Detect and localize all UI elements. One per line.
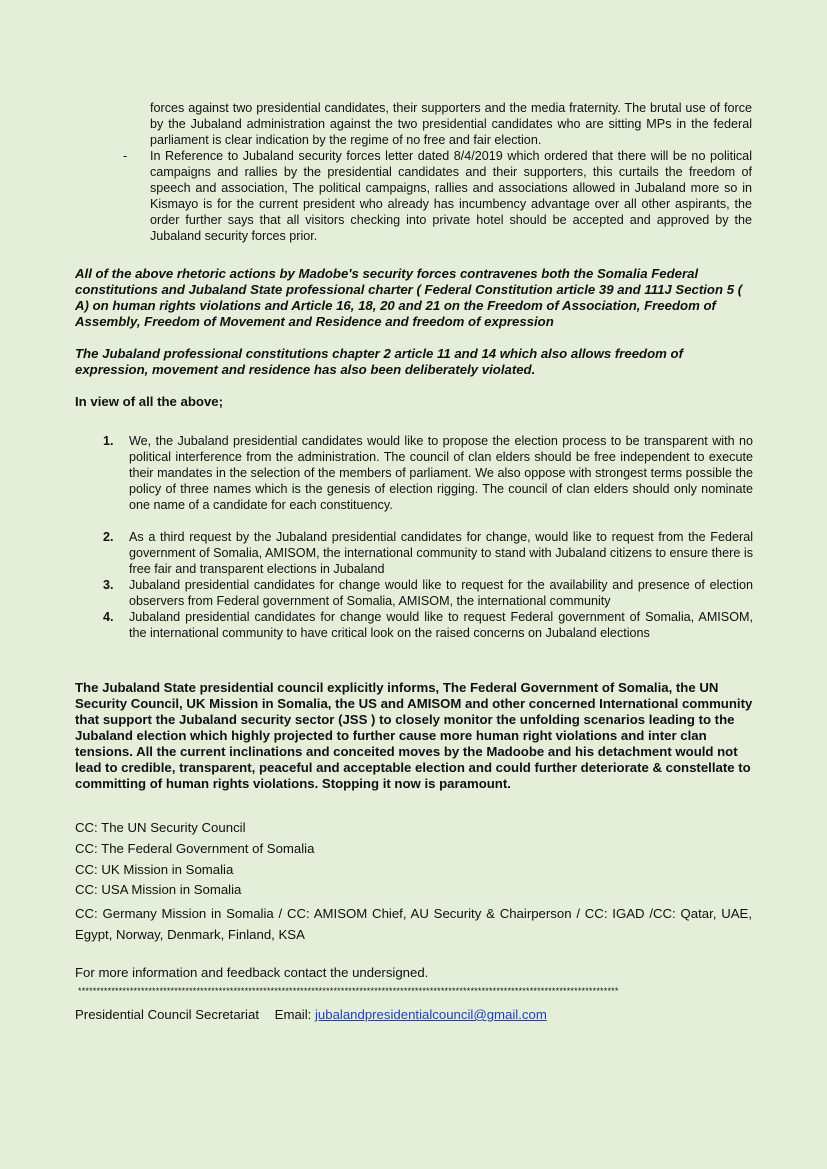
in-view-heading: In view of all the above; xyxy=(75,394,224,409)
more-info-text: For more information and feedback contact the undersigned. xyxy=(75,965,429,980)
council-statement: The Jubaland State presidential council explicitly informs, The Federal Government of Somalia, the UN Security Council, UK Mission in Somalia, the US and AMISOM and other concerned International community that support the Jubaland security sector (JSS ) to closely monitor the unfolding scenarios leading to the Jubaland election which highly projected to further cause more human right violations and inter clan tensions. All the current inclinations and conceited moves by the Madoobe and his detachment would not lead to credible, transparent, peaceful and acceptable election and could further deteriorate & constellate to committing of human rights violations. Stopping it now is paramount. xyxy=(75,680,753,791)
cc-line: CC: USA Mission in Somalia xyxy=(75,882,242,897)
request-number: 1. xyxy=(103,434,114,448)
request-number: 4. xyxy=(103,610,114,624)
email-link[interactable]: jubalandpresidentialcouncil@gmail.com xyxy=(314,1007,547,1022)
bullet-security-letter: In Reference to Jubaland security forces letter dated 8/4/2019 which ordered that there will be no political campaigns and rallies by the presidential candidates and their supporters, this curtails the freedom of speech and association, The political campaigns, rallies and associations allowed in Jubaland more so in Kismayo is for the current president who already has incumbency advantage over all other aspirants, the order further says that all visitors checking into private hotel should be accepted and approved by the Jubaland security forces prior. xyxy=(150,149,752,243)
rhetoric-paragraph: All of the above rhetoric actions by Madobe's security forces contravenes both the Somalia Federal constitutions and Jubaland State professional charter ( Federal Constitution article 39 and 111J Section 5 ( A) on human rights violations and Article 16, 18, 20 and 21 on the Freedom of Association, Freedom of Assembly, Freedom of Movement and Residence and freedom of expression xyxy=(75,266,743,329)
request-number: 2. xyxy=(103,530,114,544)
request-item-3 xyxy=(103,577,753,609)
request-text: As a third request by the Jubaland presidential candidates for change, would like to request from the Federal government of Somalia, AMISOM, the international community to stand with Jubaland citizens to ensure there is free fair and transparent elections in Jubaland xyxy=(129,530,753,576)
cc-line: CC: The UN Security Council xyxy=(75,820,246,835)
request-number: 3. xyxy=(103,578,114,592)
footer xyxy=(75,1007,547,1023)
bullet-dash: - xyxy=(123,149,128,163)
request-item-4 xyxy=(103,609,753,641)
jubaland-constitution-paragraph: The Jubaland professional constitutions chapter 2 article 11 and 14 which also allows freedom of expression, movement and residence has also been deliberately violated. xyxy=(75,346,683,377)
cc-line: CC: The Federal Government of Somalia xyxy=(75,841,315,856)
request-text: Jubaland presidential candidates for change would like to request Federal government of Somalia, AMISOM, the international community to have critical look on the raised concerns on Jubaland elections xyxy=(129,610,753,640)
separator-line: ************************************************************************************************************************************************** xyxy=(78,986,619,996)
secretariat-label: Presidential Council Secretariat xyxy=(75,1007,259,1022)
cc-line-long: CC: Germany Mission in Somalia / CC: AMISOM Chief, AU Security & Chairperson / CC: IGAD /CC: Qatar, UAE, Egypt, Norway, Denmark, Finland, KSA xyxy=(75,906,752,942)
email-label: Email: xyxy=(274,1007,312,1022)
cc-line: CC: UK Mission in Somalia xyxy=(75,862,234,877)
request-text: Jubaland presidential candidates for change would like to request for the availability and presence of election observers from Federal government of Somalia, AMISOM, the international community xyxy=(129,578,753,608)
request-text: We, the Jubaland presidential candidates would like to propose the election process to be transparent with no political interference from the administration. The council of clan elders should be free independent to execute their mandates in the selection of the members of parliament. We also oppose with strongest terms possible the policy of three names which is the genesis of election rigging. The council of clan elders should only nominate one name of a candidate for each constituency. xyxy=(129,434,753,512)
request-item-2 xyxy=(103,529,753,577)
request-item-1 xyxy=(103,433,753,513)
bullet-continuation: forces against two presidential candidates, their supporters and the media fraternity. The brutal use of force by the Jubaland administration against the two presidential candidates who are sitting MPs in the federal parliament is clear indication by the regime of no free and fair election. xyxy=(150,101,752,147)
